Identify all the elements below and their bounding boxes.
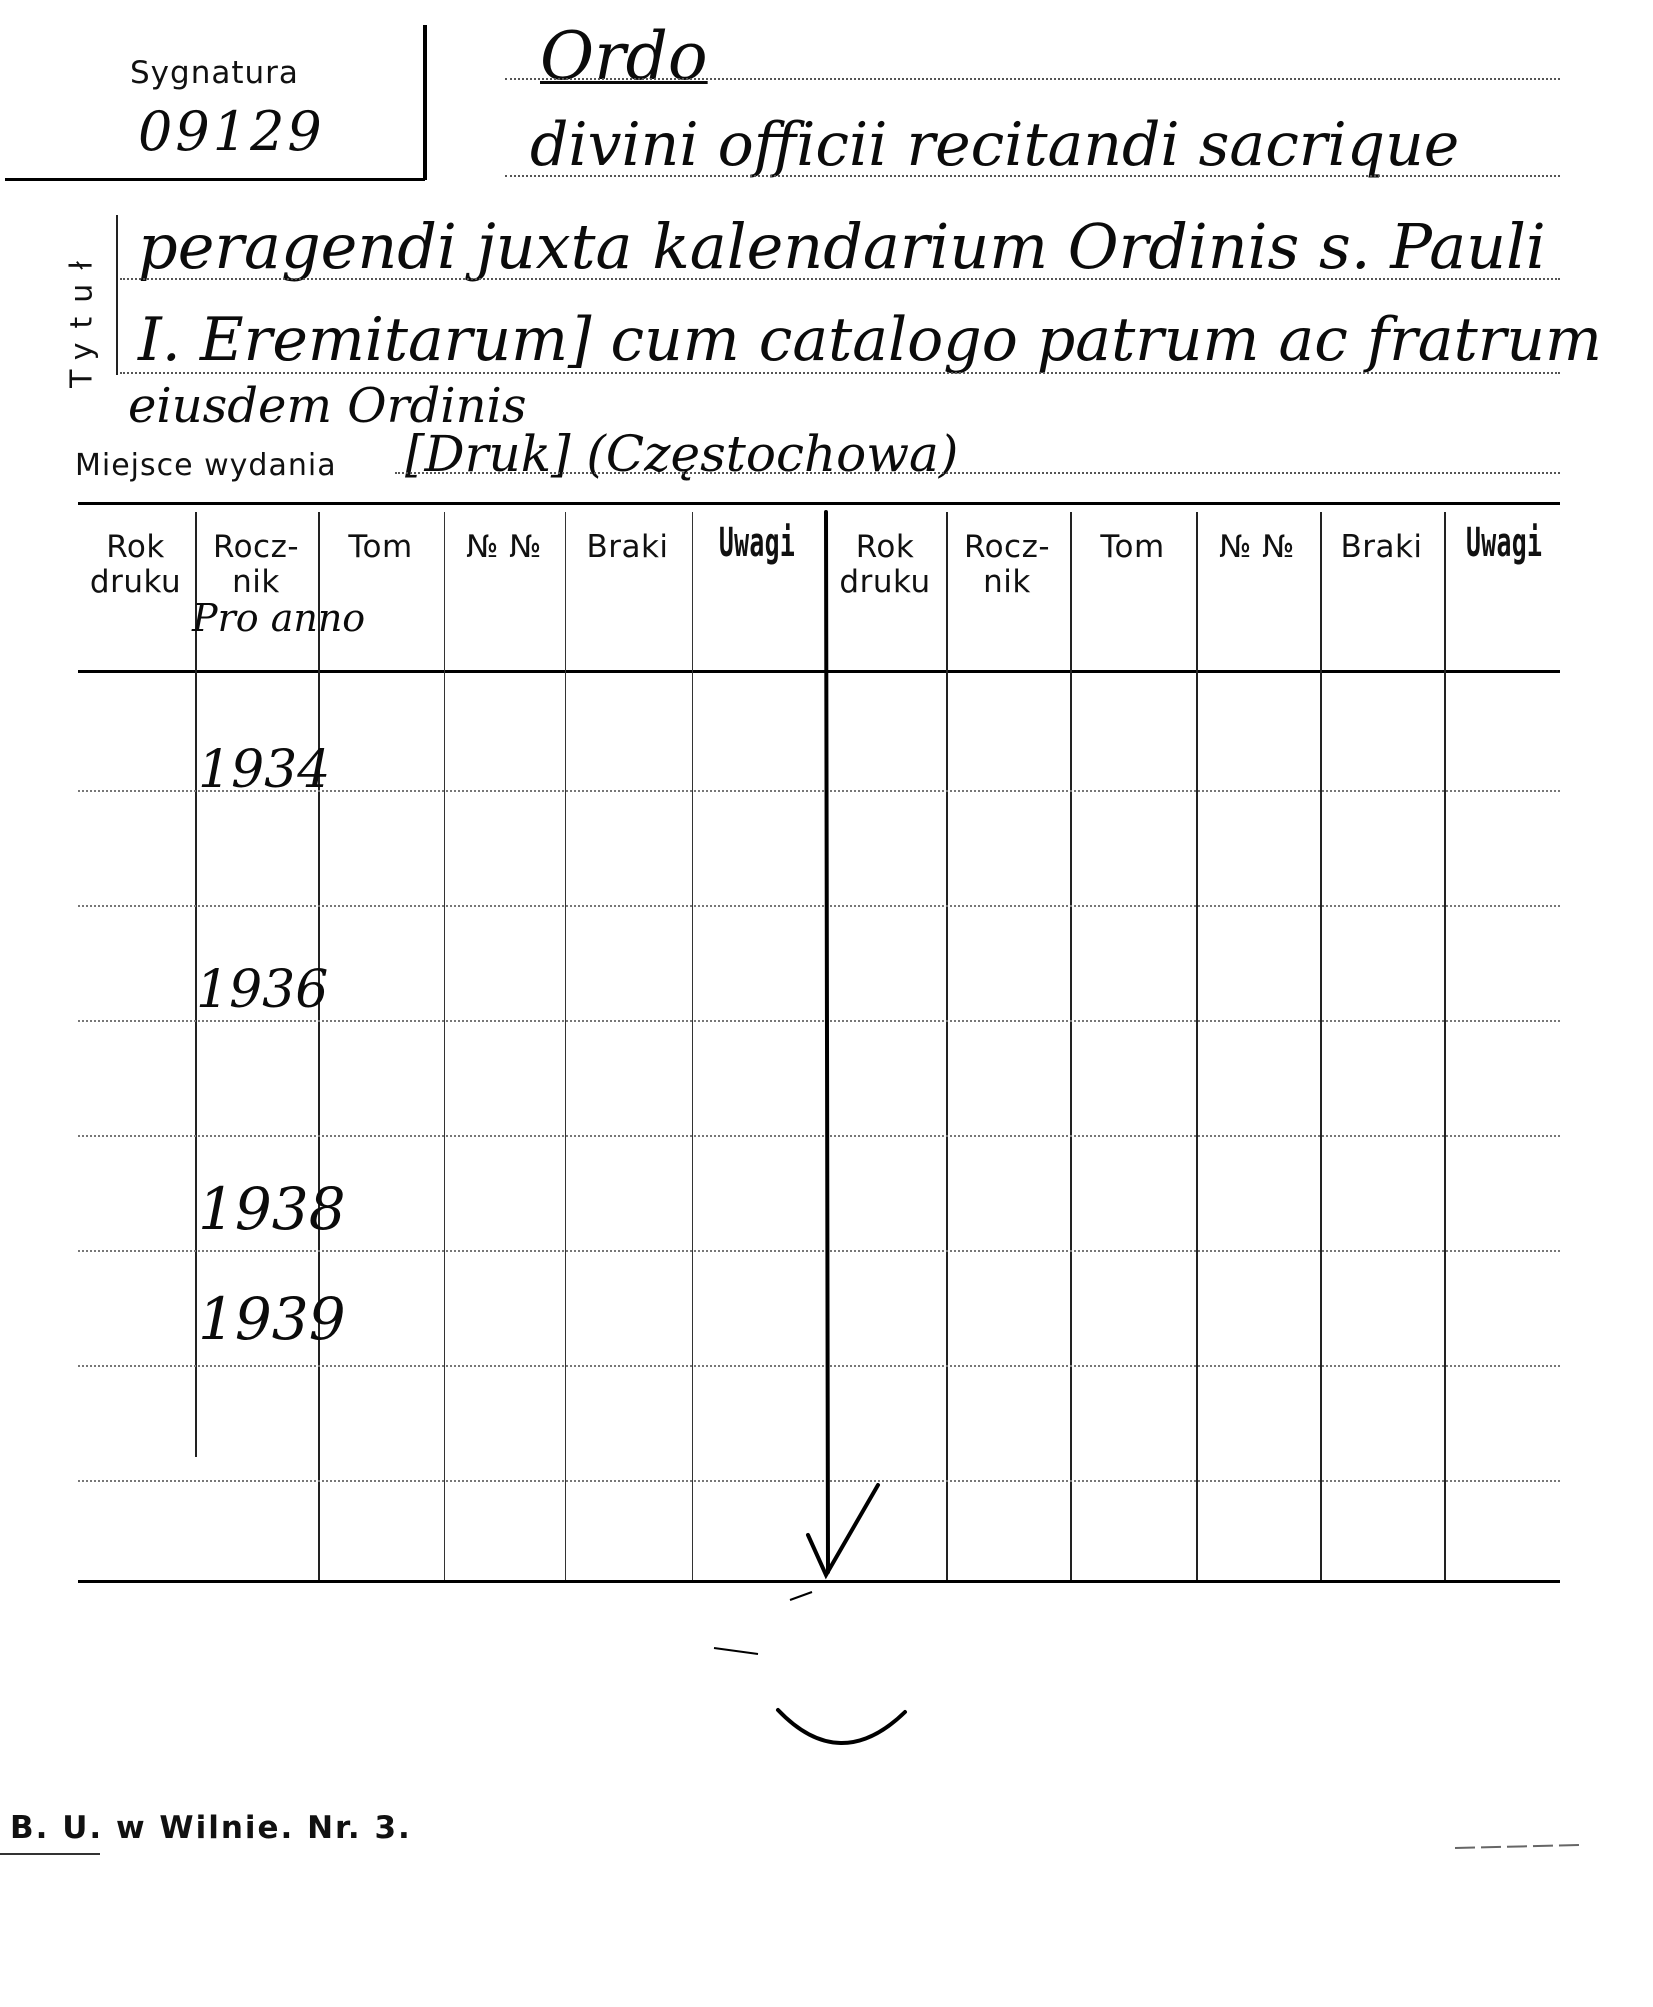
footer-underline [0,1853,100,1855]
header-right-uwagi: Uwagi [1466,520,1543,566]
year-entry-1: 1934 [198,740,331,800]
title-line-2: divini officii recitandi sacrique [530,110,1460,180]
header-left-rocznik: Rocz- nik [212,529,300,600]
header-right-numbers: № № [1219,529,1295,565]
publication-place-label: Miejsce wydania [75,448,337,483]
signature-value: 09129 [138,100,325,163]
signature-label: Sygnatura [130,55,299,91]
title-line-3: peragendi juxta kalendarium Ordinis s. Pauli [138,210,1546,283]
year-entry-4: 1939 [198,1285,346,1353]
title-line-4: I. Eremitarum] cum catalogo patrum ac fratrum [138,305,1602,375]
year-entry-3: 1938 [198,1175,346,1243]
header-left-tom: Tom [348,529,413,565]
header-left-uwagi: Uwagi [718,520,796,566]
header-left-rok-druku: Rok druku [89,529,182,600]
header-right-braki: Braki [1340,529,1423,565]
publication-place-value: [Druk] (Częstochowa) [405,425,959,483]
year-entry-2: 1936 [196,960,329,1020]
corner-dash-mark [1455,1845,1580,1848]
title-line-1: Ordo [540,18,708,95]
footer-text: B. U. w Wilnie. Nr. 3. [10,1810,412,1846]
header-left-braki: Braki [586,529,669,565]
header-left-rocznik-handwritten: Pro anno [192,596,366,640]
small-dash-mark [714,1592,812,1654]
header-left-numbers: № № [466,529,542,565]
title-side-label: Tytuł [64,247,100,388]
down-arrow-icon [808,512,878,1575]
header-right-rocznik: Rocz- nik [963,529,1051,600]
title-line-5: eiusdem Ordinis [128,378,527,434]
curve-mark [778,1710,905,1743]
header-right-tom: Tom [1100,529,1165,565]
header-right-rok-druku: Rok druku [839,529,931,600]
